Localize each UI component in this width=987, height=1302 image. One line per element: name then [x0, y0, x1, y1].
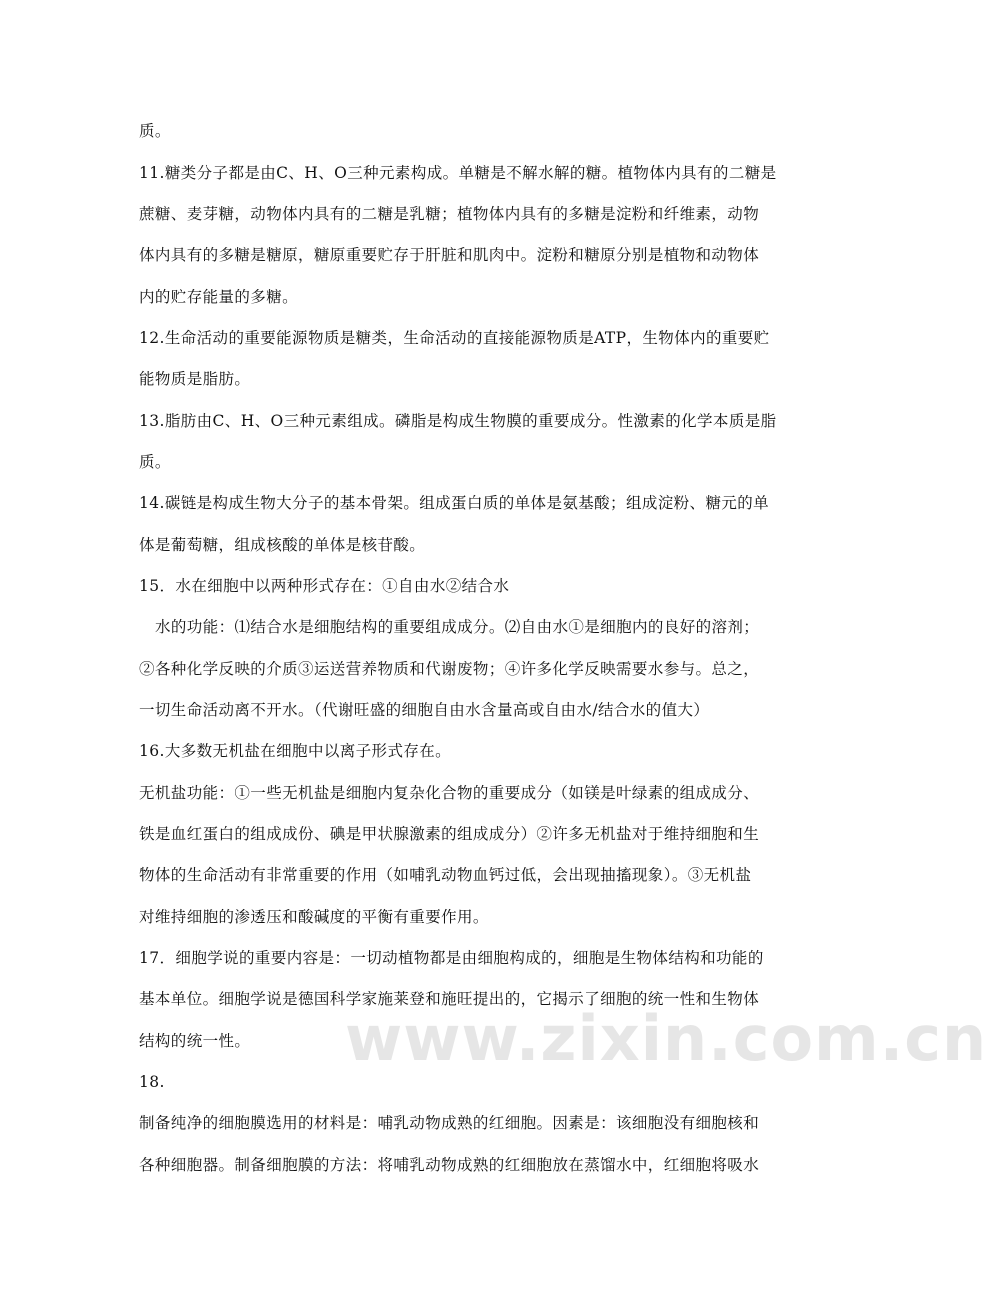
text-line: 13.脂肪由C、H、O三种元素组成。磷脂是构成生物膜的重要成分。性激素的化学本质是脂 — [139, 412, 777, 430]
text-line: 质。 — [139, 453, 171, 471]
text-line: ②各种化学反映的介质③运送营养物质和代谢废物；④许多化学反映需要水参与。总之， — [139, 660, 760, 678]
text-line: 无机盐功能：①一些无机盐是细胞内复杂化合物的重要成分（如镁是叶绿素的组成成分、 — [139, 784, 760, 802]
watermark: www.zixin.com.cn — [345, 1002, 987, 1075]
text-line: 14.碳链是构成生物大分子的基本骨架。组成蛋白质的单体是氨基酸；组成淀粉、糖元的单 — [139, 494, 770, 512]
text-line: 水的功能：⑴结合水是细胞结构的重要组成成分。⑵自由水①是细胞内的良好的溶剂； — [155, 618, 760, 636]
text-line: 蔗糖、麦芽糖，动物体内具有的二糖是乳糖；植物体内具有的多糖是淀粉和纤维素，动物 — [139, 205, 760, 223]
text-line: 体是葡萄糖，组成核酸的单体是核苷酸。 — [139, 536, 426, 554]
text-line: 11.糖类分子都是由C、H、O三种元素构成。单糖是不解水解的糖。植物体内具有的二糖是 — [139, 164, 777, 182]
text-line: 结构的统一性。 — [139, 1032, 251, 1050]
text-line: 12.生命活动的重要能源物质是糖类，生命活动的直接能源物质是ATP，生物体内的重要贮 — [139, 329, 770, 347]
text-line: 15．水在细胞中以两种形式存在：①自由水②结合水 — [139, 577, 510, 595]
text-line: 各种细胞器。制备细胞膜的方法：将哺乳动物成熟的红细胞放在蒸馏水中，红细胞将吸水 — [139, 1156, 760, 1174]
text-line: 基本单位。细胞学说是德国科学家施莱登和施旺提出的，它揭示了细胞的统一性和生物体 — [139, 990, 760, 1008]
text-line: 制备纯净的细胞膜选用的材料是：哺乳动物成熟的红细胞。因素是：该细胞没有细胞核和 — [139, 1114, 760, 1132]
text-line: 一切生命活动离不开水。（代谢旺盛的细胞自由水含量高或自由水/结合水的值大） — [139, 701, 710, 719]
text-line: 对维持细胞的渗透压和酸碱度的平衡有重要作用。 — [139, 908, 489, 926]
text-line: 铁是血红蛋白的组成成份、碘是甲状腺激素的组成成分）②许多无机盐对于维持细胞和生 — [139, 825, 760, 843]
text-line: 质。 — [139, 122, 171, 140]
text-line: 内的贮存能量的多糖。 — [139, 288, 299, 306]
text-line: 16.大多数无机盐在细胞中以离子形式存在。 — [139, 742, 452, 760]
text-line: 18. — [139, 1073, 165, 1091]
text-line: 能物质是脂肪。 — [139, 370, 251, 388]
text-line: 物体的生命活动有非常重要的作用（如哺乳动物血钙过低，会出现抽搐现象）。③无机盐 — [139, 866, 752, 884]
text-line: 17．细胞学说的重要内容是：一切动植物都是由细胞构成的，细胞是生物体结构和功能的 — [139, 949, 764, 967]
text-line: 体内具有的多糖是糖原，糖原重要贮存于肝脏和肌肉中。淀粉和糖原分别是植物和动物体 — [139, 246, 760, 264]
